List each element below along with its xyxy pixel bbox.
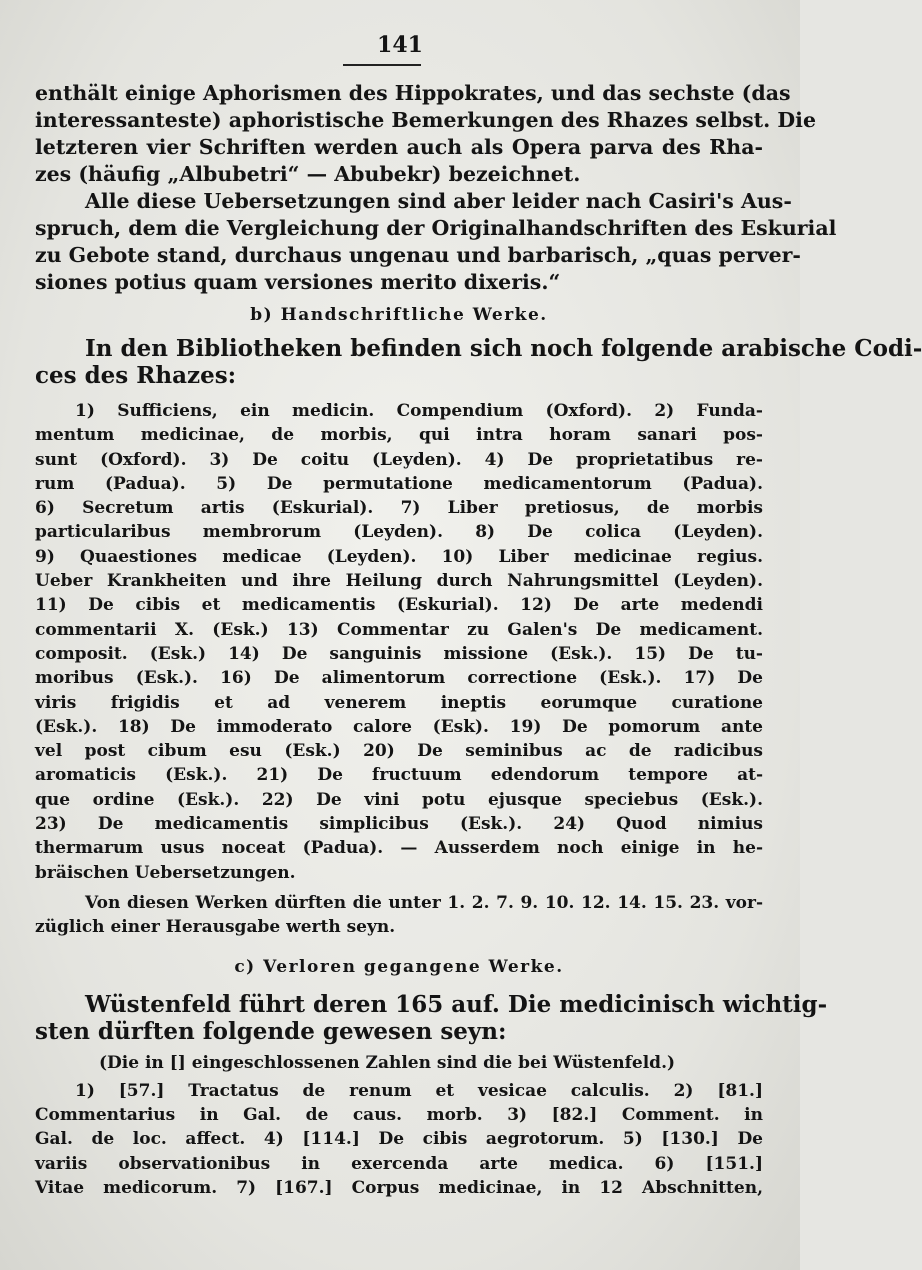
list-line: 11) De cibis et medicamentis (Eskurial). 12) De arte medendi <box>35 595 763 616</box>
list-line: variis observationibus in exercenda arte medica. 6) [151.] <box>35 1153 763 1174</box>
list-line: 9) Quaestiones medicae (Leyden). 10) Liber medicinae regius. <box>35 546 763 567</box>
text-line: Von diesen Werken dürften die unter 1. 2. 7. 9. 10. 12. 14. 15. 23. vor- <box>85 892 763 913</box>
list-line: viris frigidis et ad venerem ineptis eorumque curatione <box>35 692 763 713</box>
paragraph-uebersetzungen <box>35 188 837 296</box>
text-line: Alle diese Uebersetzungen sind aber leider nach Casiri's Aus- <box>85 189 792 213</box>
list-line: commentarii X. (Esk.) 13) Commentar zu Galen's De medicament. <box>35 619 763 640</box>
list-line: composit. (Esk.) 14) De sanguinis missione (Esk.). 15) De tu- <box>35 643 763 664</box>
list-line: que ordine (Esk.). 22) De vini potu ejusque speciebus (Esk.). <box>35 789 763 810</box>
text-line: enthält einige Aphorismen des Hippokrates, und das sechste (das <box>35 81 791 105</box>
list-line: particularibus membrorum (Leyden). 8) De colica (Leyden). <box>35 522 763 543</box>
text-line: ces des Rhazes: <box>35 362 237 389</box>
list-line: Ueber Krankheiten und ihre Heilung durch Nahrungsmittel (Leyden). <box>35 571 763 592</box>
page-body <box>35 80 922 1200</box>
section-heading-handschriftliche-werke: b) Handschriftliche Werke. <box>250 305 548 325</box>
text-line: Wüstenfeld führt deren 165 auf. Die medicinisch wichtig- <box>85 990 828 1018</box>
codices-note <box>35 891 763 940</box>
list-line: 23) De medicamentis simplicibus (Esk.). 24) Quod nimius <box>35 814 763 835</box>
page-number: 141 <box>377 32 423 58</box>
text-line: letzteren vier Schriften werden auch als Opera parva des Rha- <box>35 135 763 159</box>
lost-works-section <box>35 1051 763 1201</box>
list-line: thermarum usus noceat (Padua). — Ausserdem noch einige in he- <box>35 838 763 859</box>
text-line: interessanteste) aphoristische Bemerkungen des Rhazes selbst. Die <box>35 108 816 132</box>
text-line: zu Gebote stand, durchaus ungenau und barbarisch, „quas perver- <box>35 243 801 267</box>
list-line: Gal. de loc. affect. 4) [114.] De cibis aegrotorum. 5) [130.] De <box>35 1129 763 1150</box>
text-line: spruch, dem die Vergleichung der Originalhandschriften des Eskurial <box>35 216 837 240</box>
bracket-note: (Die in [] eingeschlossenen Zahlen sind die bei Wüstenfeld.) <box>99 1052 676 1073</box>
paragraph-bibliotheken <box>35 335 922 389</box>
list-line: Vitae medicorum. 7) [167.] Corpus medicinae, in 12 Abschnitten, <box>35 1178 763 1199</box>
list-line: mentum medicinae, de morbis, qui intra horam sanari pos- <box>35 425 763 446</box>
text-line: siones potius quam versiones merito dixeris.“ <box>35 270 561 294</box>
list-line: 1) [57.] Tractatus de renum et vesicae calculis. 2) [81.] <box>75 1080 763 1101</box>
text-line: züglich einer Herausgabe werth seyn. <box>35 917 396 938</box>
page-number-rule <box>343 64 421 66</box>
codices-list <box>35 399 763 885</box>
list-line: moribus (Esk.). 16) De alimentorum correctione (Esk.). 17) De <box>35 668 763 689</box>
paragraph-wuestenfeld <box>35 990 828 1045</box>
list-line: rum (Padua). 5) De permutatione medicamentorum (Padua). <box>35 473 763 494</box>
list-line: sunt (Oxford). 3) De coitu (Leyden). 4) De proprietatibus re- <box>35 449 763 470</box>
text-line: In den Bibliotheken befinden sich noch folgende arabische Codi- <box>85 335 922 362</box>
list-line: 1) Sufficiens, ein medicin. Compendium (Oxford). 2) Funda- <box>75 401 763 421</box>
list-line: Commentarius in Gal. de caus. morb. 3) [82.] Comment. in <box>35 1105 763 1126</box>
list-line: (Esk.). 18) De immoderato calore (Esk). 19) De pomorum ante <box>35 716 763 737</box>
list-line: bräischen Uebersetzungen. <box>35 862 296 883</box>
list-line: aromaticis (Esk.). 21) De fructuum edendorum tempore at- <box>35 765 763 786</box>
list-line: vel post cibum esu (Esk.) 20) De seminibus ac de radicibus <box>35 741 763 762</box>
section-heading-verlorene-werke: c) Verloren gegangene Werke. <box>234 956 564 977</box>
text-line: sten dürften folgende gewesen seyn: <box>35 1017 507 1045</box>
list-line: 6) Secretum artis (Eskurial). 7) Liber pretiosus, de morbis <box>35 498 763 519</box>
text-line: zes (häufig „Albubetri“ — Abubekr) bezeichnet. <box>35 162 581 186</box>
paragraph-hippokrates <box>35 80 816 188</box>
